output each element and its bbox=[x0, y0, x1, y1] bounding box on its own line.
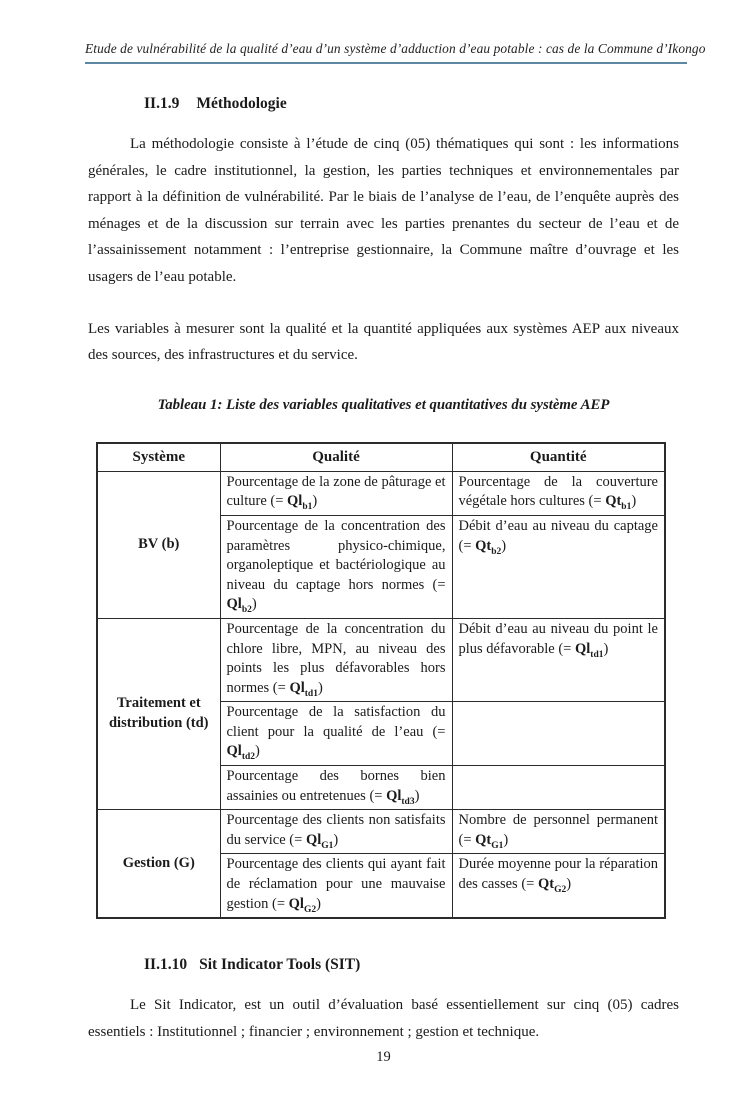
cell-text: Pourcentage de la concentration du chlore libre, MPN, au niveau des points les plus défavorables hors normes (= bbox=[226, 620, 446, 696]
formula-symbol: $Ql_{b1}$ bbox=[287, 493, 313, 513]
formula-symbol: $Ql_{td2}$ bbox=[226, 743, 256, 763]
cell-text: Pourcentage des bornes bien assainies ou entretenues (= bbox=[226, 768, 446, 804]
formula-symbol: $Qt_{G2}$ bbox=[537, 876, 567, 895]
cell-text: Pourcentage de la couverture végétale hors cultures (= bbox=[458, 473, 658, 510]
formula-subscript: G2 bbox=[303, 904, 317, 915]
quantity-cell: Durée moyenne pour la réparation des casses (= $Qt_{G2}$) bbox=[452, 854, 665, 918]
cell-text: Débit d’eau au niveau du captage (= bbox=[458, 517, 658, 554]
cell-text: Pourcentage de la satisfaction du client pour la qualité de l’eau (= bbox=[226, 704, 446, 740]
formula-subscript: G2 bbox=[554, 884, 567, 895]
paragraph-methodologie-2: Les variables à mesurer sont la qualité et la quantité appliquées aux systèmes AEP aux niveaux des sources, des infrastructures et du service. bbox=[88, 320, 679, 364]
quantity-cell: Pourcentage de la couverture végétale hors cultures (= $Qt_{b1}$) bbox=[452, 471, 665, 515]
formula-symbol: $Qt_{G1}$ bbox=[475, 831, 504, 851]
formula-subscript: td2 bbox=[241, 752, 256, 763]
cell-text: Pourcentage des clients qui ayant fait de réclamation pour une mauvaise gestion (= bbox=[226, 856, 446, 912]
quality-cell: Pourcentage des clients qui ayant fait de réclamation pour une mauvaise gestion (= $Ql_{G2}$) bbox=[220, 854, 452, 918]
quality-cell: Pourcentage de la concentration du chlore libre, MPN, au niveau des points les plus défavorables hors normes (= $Ql_{td1}$) bbox=[220, 618, 452, 701]
running-header: Etude de vulnérabilité de la qualité d’eau d’un système d’adduction d’eau potable : cas de la Commune d’Ikongo bbox=[85, 41, 706, 56]
quality-cell: Pourcentage des bornes bien assainies ou entretenues (= $Ql_{td3}$) bbox=[220, 766, 452, 810]
header-rule-divider bbox=[85, 62, 687, 64]
table-caption: Tableau 1: Liste des variables qualitatives et quantitatives du système AEP bbox=[157, 396, 610, 413]
formula-subscript: b1 bbox=[302, 502, 313, 513]
formula-subscript: b1 bbox=[621, 502, 632, 513]
formula-symbol: $Ql_{td3}$ bbox=[386, 787, 415, 807]
formula-symbol: $Ql_{td1}$ bbox=[574, 640, 604, 660]
quality-cell: Pourcentage des clients non satisfaits du service (= $Ql_{G1}$) bbox=[220, 810, 452, 854]
table-row bbox=[97, 618, 665, 701]
page-number: 19 bbox=[376, 1049, 391, 1066]
system-cell-td: Traitement et distribution (td) bbox=[97, 618, 220, 809]
formula-subscript: td3 bbox=[401, 796, 415, 807]
formula-symbol: $Ql_{td1}$ bbox=[289, 679, 318, 699]
section-title: Sit Indicator Tools (SIT) bbox=[199, 956, 361, 974]
col-header-quantite: Quantité bbox=[452, 443, 665, 472]
section-number: II.1.9 bbox=[144, 95, 180, 112]
section-number: II.1.10 bbox=[144, 956, 188, 974]
paragraph-sit: Le Sit Indicator, est un outil d’évaluation basé essentiellement sur cinq (05) cadres essentiels : Institutionnel ; financier ; environnement ; gestion et technique. bbox=[88, 997, 679, 1040]
formula-subscript: G1 bbox=[321, 840, 334, 851]
quantity-cell-empty bbox=[452, 702, 665, 766]
cell-text: Durée moyenne pour la réparation des casses (= bbox=[458, 856, 658, 893]
paragraph-methodologie-1: La méthodologie consiste à l’étude de cinq (05) thématiques qui sont : les informations générales, le cadre institutionnel, la gestion, les parties techniques et environnementales par rapport à la définition de vulnérabilité. Par le biais de l’analyse de l’eau, de l’enquête auprès des ménages et de la discussion sur terrain avec les parties prenantes du secteur de l’eau et de l’assainissement notamment : l’entreprise gestionnaire, la Commune maître d’ouvrage et les usagers de l’eau potable. bbox=[88, 136, 679, 285]
section-title: Méthodologie bbox=[196, 95, 287, 112]
quality-cell: Pourcentage de la satisfaction du client pour la qualité de l’eau (= $Ql_{td2}$) bbox=[220, 702, 452, 766]
formula-subscript: td1 bbox=[590, 649, 604, 660]
quality-cell: Pourcentage de la zone de pâturage et culture (= $Ql_{b1}$) bbox=[220, 471, 452, 515]
formula-subscript: G1 bbox=[491, 840, 504, 851]
col-header-systeme: Système bbox=[97, 443, 220, 472]
document-page bbox=[0, 40, 745, 1093]
formula-symbol: $Qt_{b1}$ bbox=[605, 493, 632, 513]
cell-text: Pourcentage des clients non satisfaits du service (= bbox=[226, 812, 446, 848]
quantity-cell: Nombre de personnel permanent (= $Qt_{G1}$) bbox=[452, 810, 665, 854]
formula-symbol: $Ql_{G2}$ bbox=[288, 895, 317, 915]
section-heading-methodologie bbox=[144, 94, 679, 114]
quality-cell: Pourcentage de la concentration des paramètres physico-chimique, organoleptique et bactériologique au niveau du captage hors normes (= $Ql_{b2}$) bbox=[220, 515, 452, 618]
col-header-qualite: Qualité bbox=[220, 443, 452, 472]
quantity-cell-empty bbox=[452, 766, 665, 810]
formula-subscript: b2 bbox=[491, 546, 502, 557]
cell-text: Nombre de personnel permanent (= bbox=[458, 812, 658, 848]
cell-text: Débit d’eau au niveau du point le plus défavorable (= bbox=[458, 620, 658, 657]
variables-table bbox=[96, 442, 666, 919]
section-heading-sit bbox=[144, 955, 679, 975]
table-row bbox=[97, 810, 665, 854]
quantity-cell: Débit d’eau au niveau du point le plus défavorable (= $Ql_{td1}$) bbox=[452, 618, 665, 701]
system-cell-gestion: Gestion (G) bbox=[97, 810, 220, 918]
cell-text: Pourcentage de la zone de pâturage et culture (= bbox=[226, 473, 446, 510]
system-cell-bv: BV (b) bbox=[97, 471, 220, 618]
formula-subscript: td1 bbox=[304, 688, 318, 699]
formula-symbol: $Ql_{b2}$ bbox=[226, 596, 252, 616]
quantity-cell: Débit d’eau au niveau du captage (= $Qt_{b2}$) bbox=[452, 515, 665, 618]
page-content bbox=[88, 94, 679, 1067]
formula-subscript: b2 bbox=[241, 605, 252, 616]
cell-text: Pourcentage de la concentration des paramètres physico-chimique, organoleptique et bactériologique au niveau du captage hors normes (= bbox=[226, 517, 446, 593]
formula-symbol: $Qt_{b2}$ bbox=[475, 537, 502, 557]
formula-symbol: $Ql_{G1}$ bbox=[305, 831, 334, 851]
table-header-row bbox=[97, 443, 665, 472]
table-row bbox=[97, 471, 665, 515]
